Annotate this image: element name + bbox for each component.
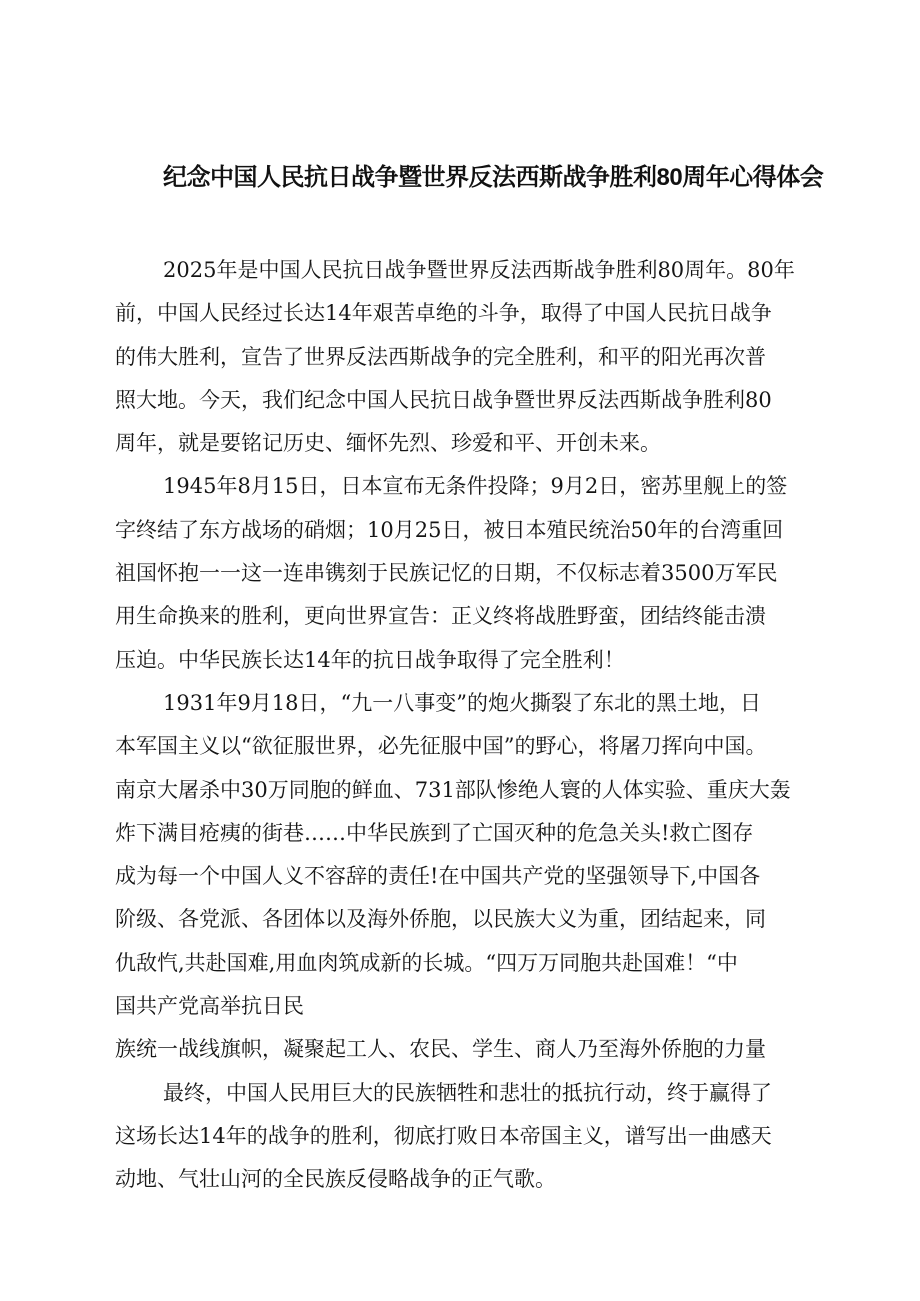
paragraph-2-line-2: 字终结了东方战场的硝烟；10月25日，被日本殖民统治50年的台湾重回	[115, 517, 784, 542]
paragraph-2-line-1: 1945年8月15日，日本宣布无条件投降；9月2日，密苏里舰上的签	[163, 474, 788, 499]
paragraph-1-line-5: 周年，就是要铭记历史、缅怀先烈、珍爱和平、开创未来。	[115, 431, 661, 456]
paragraph-3-line-4: 炸下满目疮痍的街巷……中华民族到了亡国灭种的危急关头!救亡图存	[115, 820, 754, 845]
paragraph-4-line-1: 最终，中国人民用巨大的民族牺牲和悲壮的抵抗行动，终于赢得了	[163, 1080, 772, 1105]
document-body	[115, 249, 835, 1202]
paragraph-3-line-7: 仇敌忾,共赴国难,用血肉筑成新的长城。“四万万同胞共赴国难！“中	[115, 950, 738, 975]
paragraph-3-line-1: 1931年9月18日，“九一八事变”的炮火撕裂了东北的黑土地，日	[163, 690, 761, 715]
paragraph-3-line-3: 南京大屠杀中30万同胞的鲜血、731部队惨绝人寰的人体实验、重庆大轰	[115, 777, 791, 802]
paragraph-3-line-8: 国共产党高举抗日民	[115, 994, 304, 1019]
paragraph-3-line-9: 族统一战线旗帜，凝聚起工人、农民、学生、商人乃至海外侨胞的力量	[115, 1037, 766, 1062]
paragraph-2-line-5: 压迫。中华民族长达14年的抗日战争取得了完全胜利！	[115, 647, 625, 672]
paragraph-1-line-2: 前，中国人民经过长达14年艰苦卓绝的斗争，取得了中国人民抗日战争	[115, 301, 772, 326]
paragraph-1-line-4: 照大地。今天，我们纪念中国人民抗日战争暨世界反法西斯战争胜利80	[115, 387, 772, 412]
paragraph-1-line-3: 的伟大胜利，宣告了世界反法西斯战争的完全胜利，和平的阳光再次普	[115, 344, 766, 369]
paragraph-2-line-3: 祖国怀抱一一这一连串镌刻于民族记忆的日期，不仅标志着3500万军民	[115, 561, 778, 586]
document-title: 纪念中国人民抗日战争暨世界反法西斯战争胜利80周年心得体会	[163, 164, 824, 191]
paragraph-4-line-2: 这场长达14年的战争的胜利，彻底打败日本帝国主义，谱写出一曲感天	[115, 1123, 772, 1148]
paragraph-3-line-6: 阶级、各党派、各团体以及海外侨胞，以民族大义为重，团结起来，同	[115, 907, 766, 932]
paragraph-2-line-4: 用生命换来的胜利，更向世界宣告：正义终将战胜野蛮，团结终能击溃	[115, 604, 766, 629]
paragraph-4-line-3: 动地、气壮山河的全民族反侵略战争的正气歌。	[115, 1167, 556, 1192]
paragraph-1-line-1: 2025年是中国人民抗日战争暨世界反法西斯战争胜利80周年。80年	[163, 258, 795, 282]
paragraph-3-line-5: 成为每一个中国人义不容辞的责任!在中国共产党的坚强领导下,中国各	[115, 864, 761, 889]
paragraph-3-line-2: 本军国主义以“欲征服世界，必先征服中国”的野心，将屠刀挥向中国。	[115, 734, 767, 759]
